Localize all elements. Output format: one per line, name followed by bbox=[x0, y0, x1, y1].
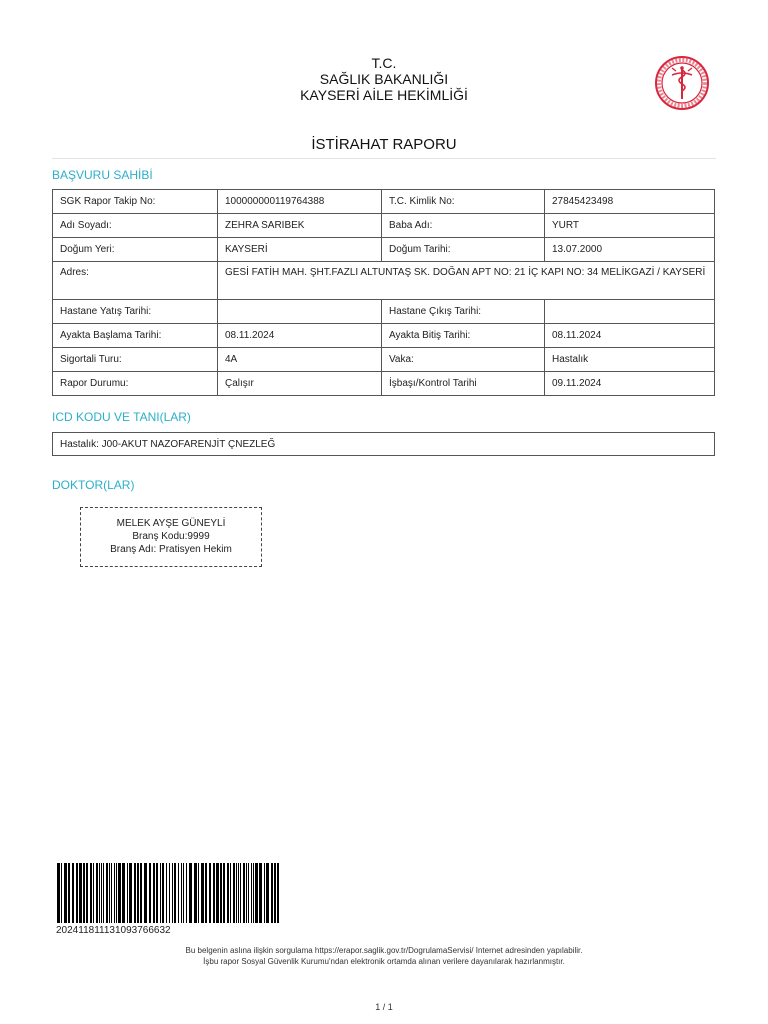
outpatient-end-label: Ayakta Bitiş Tarihi: bbox=[382, 324, 545, 348]
header-line-office: KAYSERİ AİLE HEKİMLİĞİ bbox=[300, 87, 468, 103]
barcode-bar bbox=[118, 863, 121, 923]
barcode-bar bbox=[149, 863, 151, 923]
barcode-bar bbox=[106, 863, 108, 923]
name-value: ZEHRA SARIBEK bbox=[218, 214, 382, 238]
barcode-bar bbox=[248, 863, 249, 923]
tc-label: T.C. Kimlik No: bbox=[382, 190, 545, 214]
status-label: Rapor Durumu: bbox=[53, 372, 218, 396]
table-row bbox=[53, 300, 715, 324]
doctor-card bbox=[80, 507, 262, 567]
barcode-bar bbox=[178, 863, 179, 923]
barcode-bar bbox=[227, 863, 229, 923]
barcode-bar bbox=[277, 863, 279, 923]
applicant-table bbox=[52, 189, 715, 396]
birthdate-value: 13.07.2000 bbox=[545, 238, 715, 262]
barcode-bar bbox=[253, 863, 254, 923]
barcode-bar bbox=[153, 863, 155, 923]
barcode-bar bbox=[201, 863, 204, 923]
barcode-bar bbox=[72, 863, 74, 923]
barcode-bar bbox=[189, 863, 192, 923]
barcode-bar bbox=[93, 863, 94, 923]
return-label: İşbaşı/Kontrol Tarihi bbox=[382, 372, 545, 396]
barcode-bar bbox=[156, 863, 158, 923]
header-line-tc: T.C. bbox=[371, 55, 397, 71]
case-label: Vaka: bbox=[382, 348, 545, 372]
barcode-bar bbox=[198, 863, 199, 923]
barcode-bar bbox=[127, 863, 128, 923]
barcode-bar bbox=[174, 863, 176, 923]
barcode-bar bbox=[236, 863, 237, 923]
footer-line-sgk: İşbu rapor Sosyal Güvenlik Kurumu'ndan elektronik ortamda alınan verilere dayanılarak hazırlanmıştır. bbox=[203, 957, 565, 966]
barcode-bar bbox=[169, 863, 170, 923]
barcode-bar bbox=[240, 863, 241, 923]
outpatient-start-value: 08.11.2024 bbox=[218, 324, 382, 348]
barcode-bar bbox=[194, 863, 197, 923]
barcode-bar bbox=[103, 863, 104, 923]
tc-value: 27845423498 bbox=[545, 190, 715, 214]
outpatient-end-value: 08.11.2024 bbox=[545, 324, 715, 348]
page-number: 1 / 1 bbox=[375, 1002, 393, 1012]
hosp-in-label: Hastane Yatış Tarihi: bbox=[53, 300, 218, 324]
father-label: Baba Adı: bbox=[382, 214, 545, 238]
footer-notice bbox=[0, 945, 768, 967]
hosp-out-label: Hastane Çıkış Tarihi: bbox=[382, 300, 545, 324]
barcode-bar bbox=[90, 863, 92, 923]
barcode-bar bbox=[111, 863, 112, 923]
document-header bbox=[0, 55, 768, 103]
doctor-branch-code: Branş Kodu:9999 bbox=[132, 531, 210, 542]
name-label: Adı Soyadı: bbox=[53, 214, 218, 238]
barcode-bar bbox=[160, 863, 161, 923]
barcode-bar bbox=[213, 863, 215, 923]
barcode-bar bbox=[166, 863, 167, 923]
barcode-bar bbox=[86, 863, 88, 923]
barcode-bar bbox=[181, 863, 182, 923]
barcode-bar bbox=[116, 863, 117, 923]
status-value: Çalışır bbox=[218, 372, 382, 396]
barcode-bar bbox=[101, 863, 102, 923]
doctor-name: MELEK AYŞE GÜNEYLİ bbox=[116, 518, 226, 529]
report-title: İSTİRAHAT RAPORU bbox=[311, 136, 457, 153]
insured-value: 4A bbox=[218, 348, 382, 372]
barcode-bar bbox=[183, 863, 184, 923]
barcode-bar bbox=[205, 863, 207, 923]
barcode-bar bbox=[129, 863, 132, 923]
barcode-bar bbox=[238, 863, 239, 923]
table-row bbox=[53, 372, 715, 396]
section-icd-heading: ICD KODU VE TANI(LAR) bbox=[52, 410, 191, 424]
barcode bbox=[56, 863, 280, 923]
barcode-bar bbox=[230, 863, 231, 923]
barcode-bar bbox=[109, 863, 110, 923]
barcode-bar bbox=[122, 863, 125, 923]
father-value: YURT bbox=[545, 214, 715, 238]
barcode-bar bbox=[64, 863, 67, 923]
footer-line-verification: Bu belgenin aslına ilişkin sorgulama https://erapor.saglik.gov.tr/DogrulamaServisi/ Internet adresinden yapılabilir. bbox=[185, 946, 583, 955]
barcode-bar bbox=[264, 863, 265, 923]
barcode-bar bbox=[172, 863, 173, 923]
table-row bbox=[53, 348, 715, 372]
barcode-bar bbox=[79, 863, 82, 923]
barcode-bar bbox=[223, 863, 225, 923]
hosp-in-value bbox=[218, 300, 382, 324]
doctor-branch-name: Branş Adı: Pratisyen Hekim bbox=[110, 544, 232, 555]
barcode-bar bbox=[274, 863, 276, 923]
sgk-value: 100000000119764388 bbox=[218, 190, 382, 214]
barcode-bar bbox=[186, 863, 187, 923]
barcode-bar bbox=[144, 863, 147, 923]
title-divider bbox=[52, 158, 716, 159]
barcode-bar bbox=[243, 863, 245, 923]
barcode-bar bbox=[83, 863, 85, 923]
barcode-bar bbox=[251, 863, 252, 923]
address-value: GESİ FATİH MAH. ŞHT.FAZLI ALTUNTAŞ SK. DOĞAN APT NO: 21 İÇ KAPI NO: 34 MELİKGAZİ / KAYSERİ bbox=[218, 262, 715, 300]
birthdate-label: Doğum Tarihi: bbox=[382, 238, 545, 262]
barcode-bar bbox=[259, 863, 262, 923]
barcode-bar bbox=[266, 863, 269, 923]
barcode-bar bbox=[246, 863, 247, 923]
barcode-bar bbox=[114, 863, 115, 923]
barcode-bar bbox=[140, 863, 142, 923]
barcode-bar bbox=[61, 863, 62, 923]
birthplace-value: KAYSERİ bbox=[218, 238, 382, 262]
case-value: Hastalık bbox=[545, 348, 715, 372]
section-applicant-heading: BAŞVURU SAHİBİ bbox=[52, 168, 153, 182]
birthplace-label: Doğum Yeri: bbox=[53, 238, 218, 262]
barcode-bar bbox=[57, 863, 60, 923]
table-row bbox=[53, 214, 715, 238]
table-row bbox=[53, 190, 715, 214]
barcode-bar bbox=[271, 863, 273, 923]
table-row bbox=[53, 262, 715, 300]
barcode-number: 20241181113109376663​2 bbox=[56, 925, 171, 936]
section-doctors-heading: DOKTOR(LAR) bbox=[52, 478, 135, 492]
address-label: Adres: bbox=[53, 262, 218, 300]
barcode-bar bbox=[162, 863, 164, 923]
barcode-bar bbox=[99, 863, 100, 923]
table-row bbox=[53, 324, 715, 348]
icd-diagnosis: Hastalık: J00-AKUT NAZOFARENJİT ÇNEZLEĞ bbox=[52, 432, 715, 456]
header-line-ministry: SAĞLIK BAKANLIĞI bbox=[319, 71, 449, 87]
return-value: 09.11.2024 bbox=[545, 372, 715, 396]
table-row bbox=[53, 238, 715, 262]
barcode-bar bbox=[76, 863, 78, 923]
barcode-bar bbox=[255, 863, 258, 923]
barcode-bar bbox=[220, 863, 222, 923]
barcode-bar bbox=[233, 863, 235, 923]
hosp-out-value bbox=[545, 300, 715, 324]
barcode-bar bbox=[134, 863, 136, 923]
barcode-bar bbox=[96, 863, 98, 923]
barcode-bar bbox=[216, 863, 219, 923]
barcode-bar bbox=[209, 863, 211, 923]
sgk-label: SGK Rapor Takip No: bbox=[53, 190, 218, 214]
barcode-bar bbox=[137, 863, 139, 923]
barcode-bar bbox=[68, 863, 70, 923]
insured-label: Sigortali Turu: bbox=[53, 348, 218, 372]
outpatient-start-label: Ayakta Başlama Tarihi: bbox=[53, 324, 218, 348]
health-ministry-seal-icon bbox=[655, 56, 709, 110]
